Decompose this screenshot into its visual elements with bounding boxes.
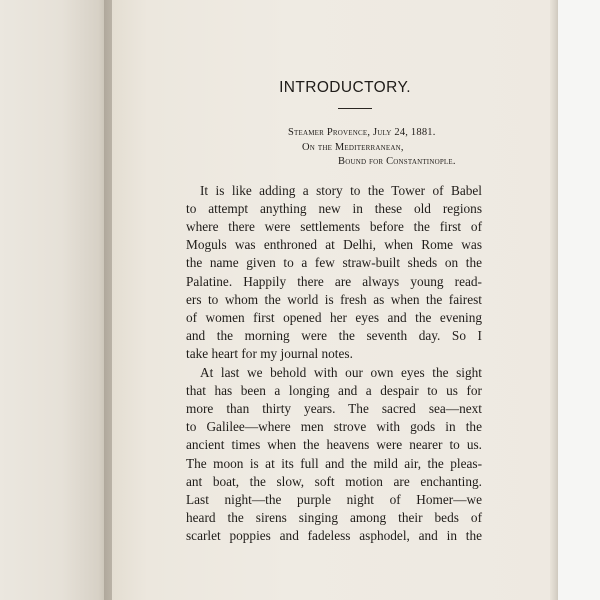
text-line: Last night—the purple night of Homer—we [186,491,482,507]
text-line: ers to whom the world is fresh as when the fairest [186,291,482,307]
paragraph-1 [186,182,482,364]
text-line: ant boat, the slow, soft motion are enchanting. [186,473,482,489]
backdrop [558,0,600,600]
text-line: more than thirty years. The sacred sea—next [186,400,482,416]
text-line: that has been a longing and a despair to us for [186,382,482,398]
text-line: scarlet poppies and fadeless asphodel, and in the [186,528,482,544]
text-line: and the morning were the seventh day. So I [186,328,482,344]
text-line: At last we behold with our own eyes the sight [200,364,482,380]
text-line: to Galilee—where men strove with gods in the [186,419,482,435]
page-text [186,78,482,546]
text-line: Palatine. Happily there are always young read- [186,273,482,289]
page-edge [550,0,558,600]
paragraph-2 [186,364,482,546]
text-line: of women first opened her eyes and the evening [186,309,482,325]
chapter-title: INTRODUCTORY. [279,79,411,96]
text-line: Moguls was enthroned at Delhi, when Rome was [186,237,482,253]
text-line: take heart for my journal notes. [186,346,353,362]
text-line: heard the sirens singing among their beds of [186,510,482,526]
text-line: It is like adding a story to the Tower of Babel [200,182,482,198]
dateline-line: On the Mediterranean, [302,141,404,153]
text-line: to attempt anything new in these old regions [186,200,482,216]
text-line: The moon is at its full and the mild air, the pleas- [186,455,482,471]
text-line: where there were settlements before the first of [186,218,482,234]
title-rule [338,108,372,109]
dateline-line: Steamer Provence, July 24, 1881. [288,127,436,138]
text-line: the name given to a few straw-built sheds on the [186,255,482,271]
left-page [0,0,112,600]
text-line: ancient times when the heavens were nearer to us. [186,437,482,453]
dateline [186,126,482,170]
dateline-line: Bound for Constantinople. [338,156,456,167]
